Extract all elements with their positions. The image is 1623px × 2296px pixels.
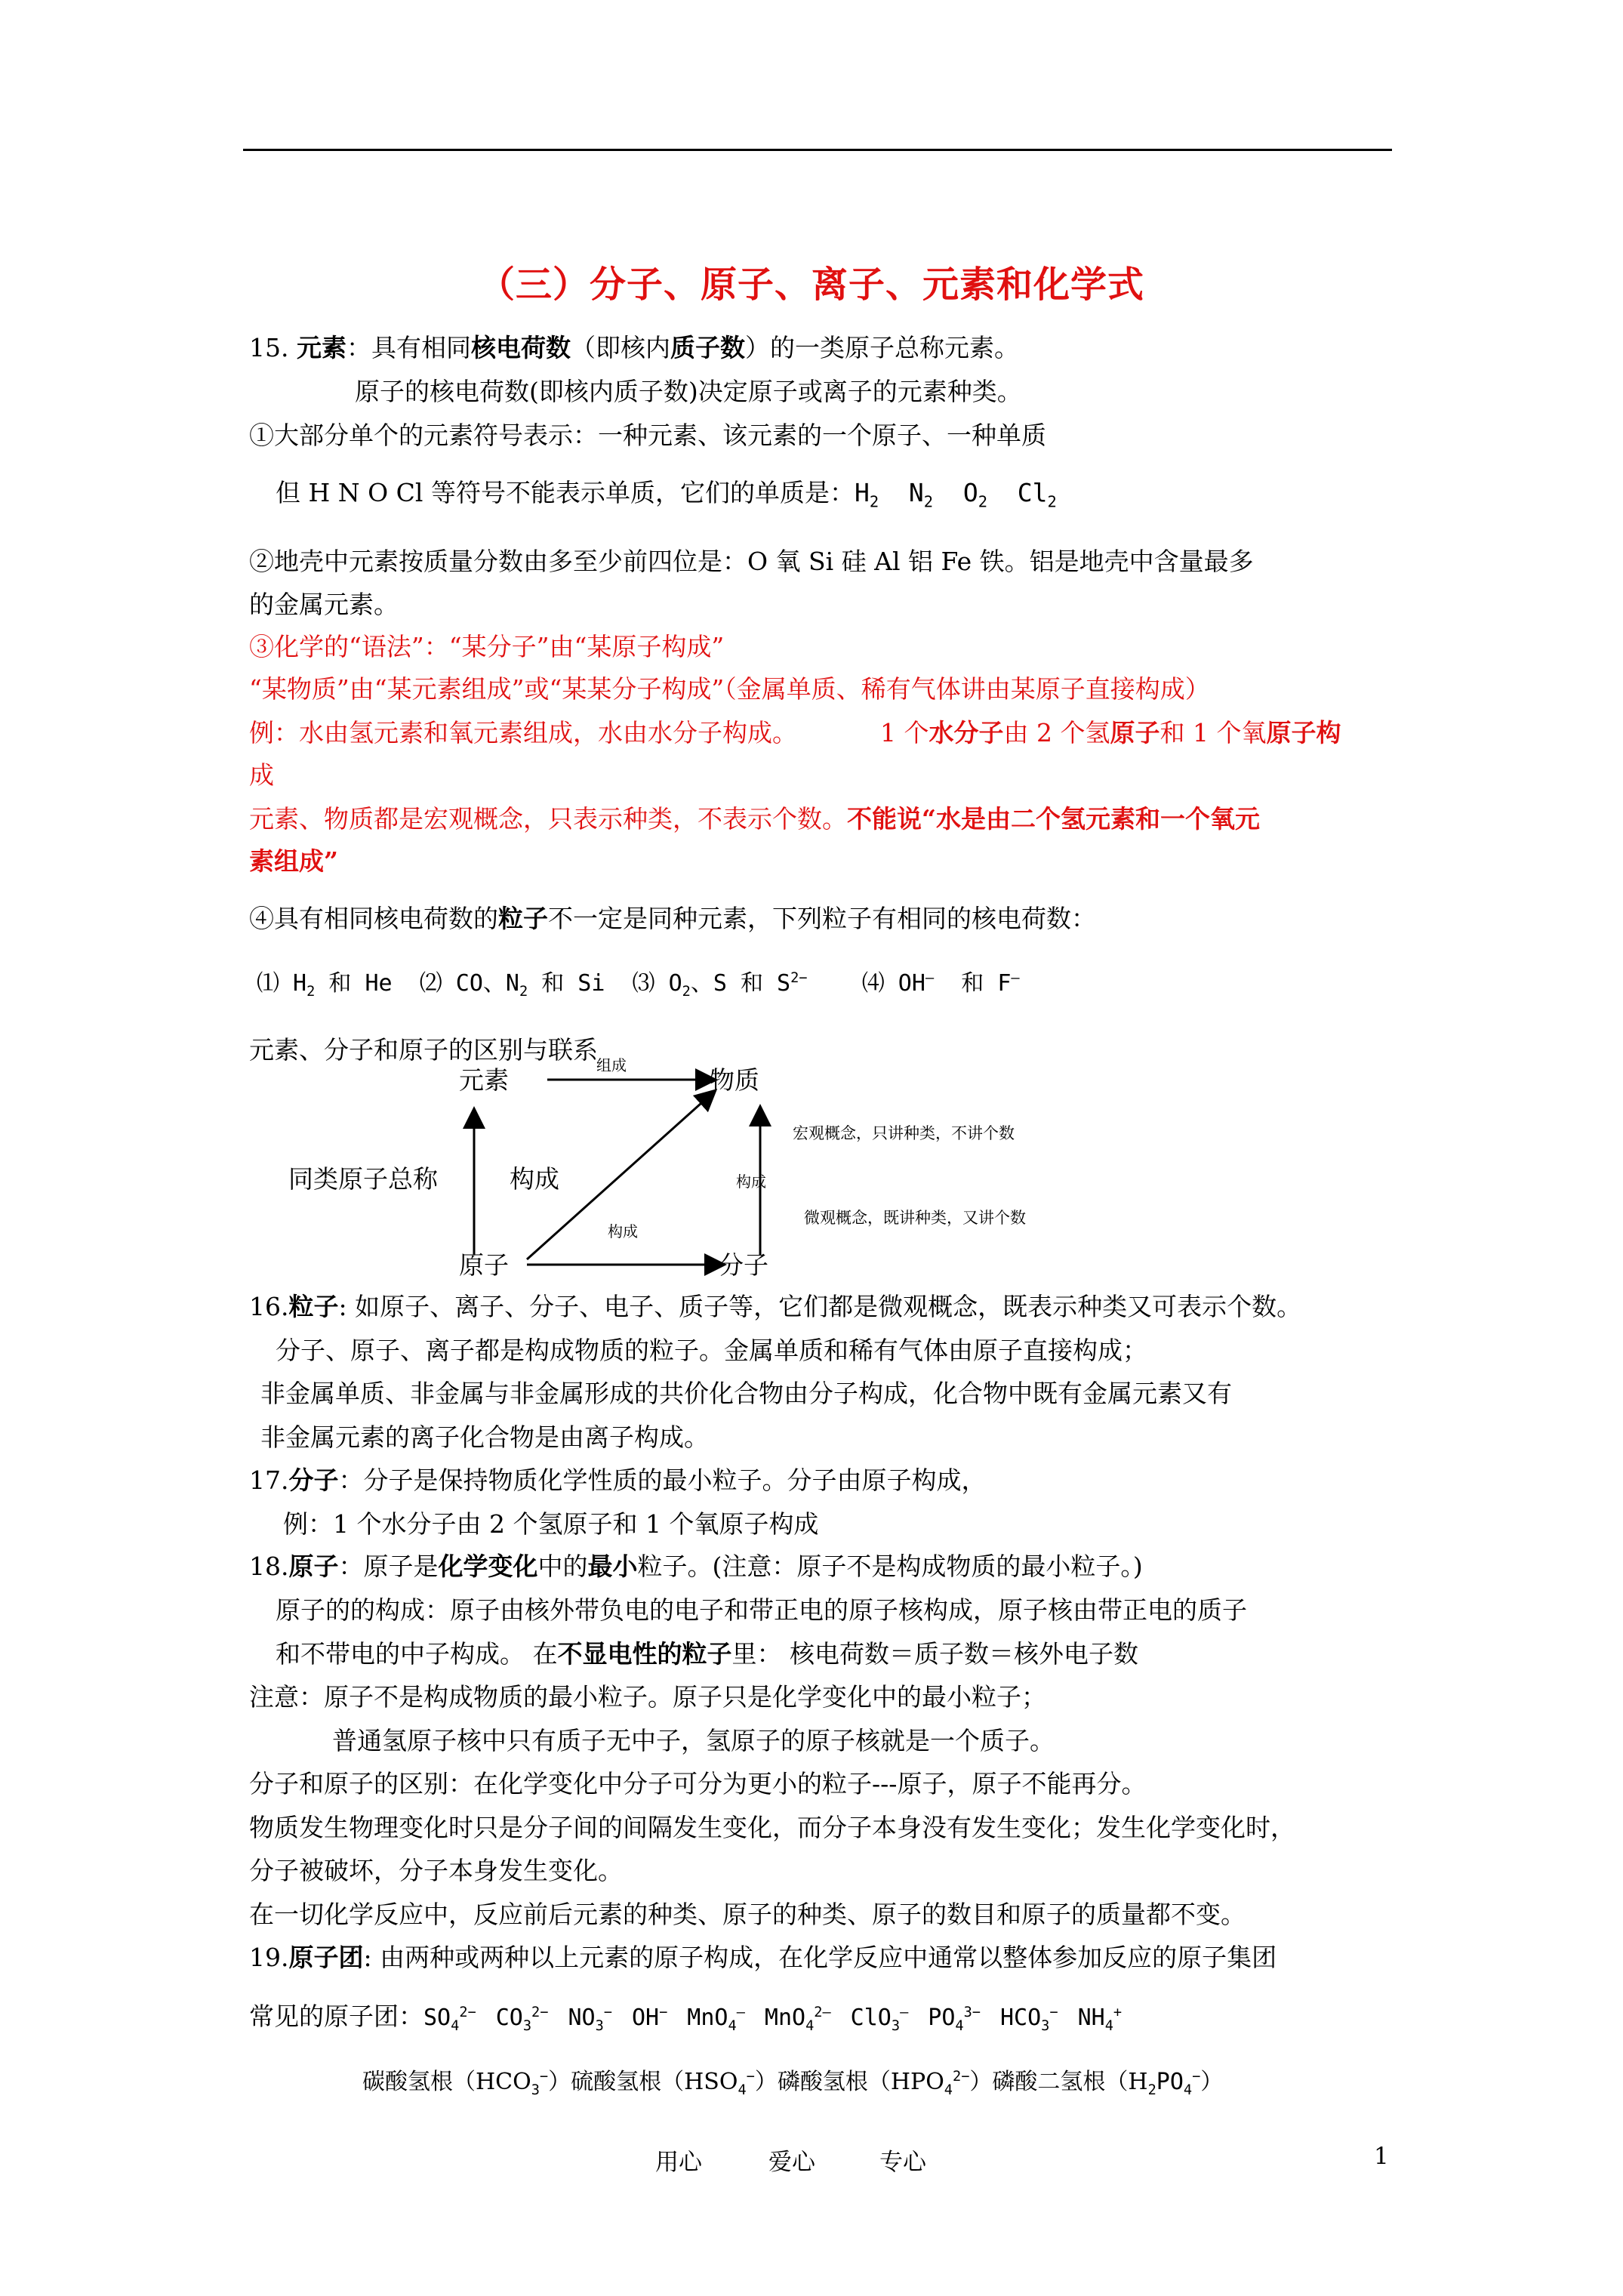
s15-line13: ④具有相同核电荷数的粒子不一定是同种元素，下列粒子有相同的核电荷数：: [249, 904, 1096, 933]
s15-line12: 素组成”: [249, 846, 338, 876]
s15-def-a: ：具有相同: [346, 333, 471, 362]
footer-a: 用心: [655, 2149, 702, 2176]
s15-line1: [249, 334, 1019, 362]
ion-list: [423, 2005, 1141, 2034]
s18-line5: 普通氢原子核中只有质子无中子，氢原子的原子核就是一个质子。: [332, 1726, 1055, 1755]
ion-formula: OH−: [631, 2005, 668, 2031]
header-rule: [243, 149, 1392, 151]
ion-formula: $PO_4^{3-}$: [928, 2005, 981, 2034]
s15-l4-text: 但 H N O Cl 等符号不能表示单质，它们的单质是：: [276, 478, 855, 507]
node-element: 元素: [459, 1066, 509, 1094]
label-tonglei: 同类原子总称: [288, 1165, 438, 1193]
s15-line6: 的金属元素。: [249, 590, 399, 619]
s18-line3: 和不带电的中子构成。 在不显电性的粒子里： 核电荷数＝质子数＝核外电子数: [276, 1639, 1138, 1669]
s15-l9a: 例：水由氢元素和氧元素组成，水由水分子构成。: [249, 718, 797, 747]
label-goucheng-big: 构成: [510, 1165, 559, 1193]
page-title: （三）分子、原子、离子、元素和化学式: [478, 264, 1144, 306]
s19-line3: 碳酸氢根$(HCO_3^-)$硫酸氢根$(HSO_4^-)$磷酸氢根$(HPO_4^{2-})$磷酸二氢根$(H_2PO_4^-)$: [362, 2069, 1224, 2098]
s16-line3: 非金属单质、非金属与非金属形成的共价化合物由分子构成，化合物中既有金属元素又有: [260, 1379, 1232, 1408]
page-number: 1: [1374, 2143, 1389, 2170]
label-macro: 宏观概念，只讲种类，不讲个数: [793, 1124, 1015, 1142]
label-micro: 微观概念，既讲种类，又讲个数: [804, 1209, 1026, 1227]
s15-line7: ③化学的“语法”：“某分子”由“某原子构成”: [249, 632, 725, 661]
s18-line4: 注意：原子不是构成物质的最小粒子。原子只是化学变化中的最小粒子；: [249, 1682, 1046, 1712]
s18-line8: 分子被破坏，分子本身发生变化。: [249, 1856, 623, 1885]
diagram-heading: 元素、分子和原子的区别与联系: [249, 1035, 598, 1065]
ion-formula: $HCO_3^-$: [999, 2005, 1058, 2034]
s15-line14: ⑴ $H_2$ 和 He ⑵ CO、$N_2$ 和 Si ⑶ $O_2$、S 和 $S^{2-}$ ⑷ OH— 和 F—: [257, 970, 1020, 1000]
s15-def-c: （即核内: [570, 333, 670, 362]
s15-line3: ①大部分单个的元素符号表示：一种元素、该元素的一个原子、一种单质: [249, 421, 1046, 450]
s15-line5: ②地壳中元素按质量分数由多至少前四位是：O 氧 Si 硅 Al 铝 Fe 铁。铝是地壳中含量最多: [249, 547, 1254, 576]
s15-line8: “某物质”由“某元素组成”或“某某分子构成”（金属单质、稀有气体讲由某原子直接构成）: [249, 674, 1210, 704]
s15-l11b: 不能说“水是由二个氢元素和一个氧元: [847, 804, 1260, 834]
s18-line1: 18.原子：原子是化学变化中的最小粒子。(注意：原子不是构成物质的最小粒子。): [249, 1552, 1143, 1581]
s17-line1: 17.分子：分子是保持物质化学性质的最小粒子。分子由原子构成，: [249, 1465, 987, 1495]
s18-line7: 物质发生物理变化时只是分子间的间隔发生变化，而分子本身没有发生变化；发生化学变化时，: [249, 1813, 1295, 1842]
s18-line9: 在一切化学反应中，反应前后元素的种类、原子的种类、原子的数目和原子的质量都不变。: [249, 1900, 1246, 1929]
ion-formula: MnO$_4$—: [687, 2005, 745, 2034]
s15-num: 15.: [249, 333, 289, 362]
s15-line2: 原子的核电荷数(即核内质子数)决定原子或离子的元素种类。: [355, 377, 1022, 406]
formula-h2: $H_2$ $N_2$ $O_2$ $Cl_2$: [854, 478, 1057, 511]
s19-line1: 19.原子团: 由两种或两种以上元素的原子构成，在化学反应中通常以整体参加反应的原子集团: [249, 1943, 1277, 1972]
s15-l11a: 元素、物质都是宏观概念，只表示种类，不表示个数。: [249, 804, 847, 834]
s16-line2: 分子、原子、离子都是构成物质的粒子。金属单质和稀有气体由原子直接构成；: [276, 1336, 1147, 1365]
relation-diagram: [272, 1057, 1117, 1299]
label-goucheng-molecule-substance: 构成: [736, 1173, 766, 1191]
s15-line11: [249, 805, 1260, 834]
s16-line4: 非金属元素的离子化合物是由离子构成。: [260, 1422, 709, 1452]
s15-term: 元素: [296, 333, 346, 362]
label-goucheng-atom-molecule: 构成: [608, 1222, 638, 1240]
node-atom: 原子: [459, 1251, 509, 1279]
footer-b: 爱心: [768, 2149, 815, 2176]
s15-def-b: 核电荷数: [470, 333, 571, 362]
s17-line2: 例：1 个水分子由 2 个氢原子和 1 个氧原子构成: [283, 1509, 819, 1539]
s15-line10: 成: [249, 760, 274, 790]
label-zucheng: 组成: [596, 1057, 627, 1074]
s19-line2: 常见的原子团：$SO_4^{2-}$ $CO_3^{2-}$ $NO_3^-$ OH− MnO$_4$— MnO$_4^{2—}$ ClO$_3$— $PO_4^{3-}$ $HCO_3^-$ $NH_4^+$: [249, 2002, 1141, 2034]
ion-formula: $SO_4^{2-}$: [423, 2005, 476, 2034]
s15-line9: 例：水由氢元素和氧元素组成，水由水分子构成。 1 个水分子由 2 个氢原子和 1 个氧原子构: [249, 718, 1341, 747]
node-substance: 物质: [710, 1066, 759, 1094]
ion-formula: $NO_3^-$: [568, 2005, 612, 2034]
footer-c: 专心: [879, 2149, 926, 2176]
s15-line4: [276, 479, 1057, 511]
ion-formula: $NH_4^+$: [1077, 2005, 1123, 2034]
ion-formula: $CO_3^{2-}$: [495, 2005, 549, 2034]
ion-formula: ClO$_3$—: [850, 2005, 909, 2034]
s18-line2: 原子的的构成：原子由核外带负电的电子和带正电的原子核构成，原子核由带正电的质子: [276, 1595, 1247, 1625]
s16-line1: 16.粒子: 如原子、离子、分子、电子、质子等，它们都是微观概念，既表示种类又可表示个数。: [249, 1292, 1302, 1321]
s15-def-e: ）的一类原子总称元素。: [744, 333, 1019, 362]
node-molecule: 分子: [719, 1251, 768, 1279]
s15-def-d: 质子数: [670, 333, 745, 362]
s18-line6: 分子和原子的区别：在化学变化中分子可分为更小的粒子---原子，原子不能再分。: [249, 1769, 1147, 1798]
ion-formula: MnO$_4^{2—}$: [764, 2005, 831, 2034]
